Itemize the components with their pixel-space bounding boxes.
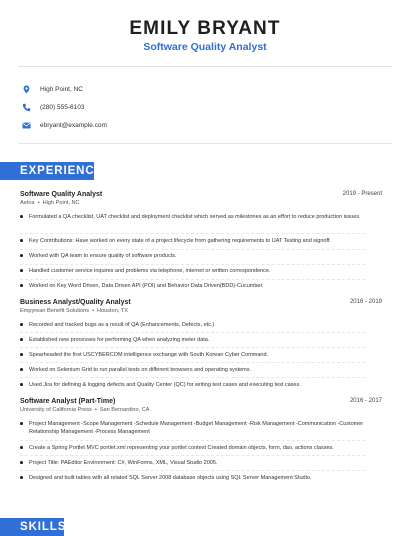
contact-email-text: ebryant@example.com (40, 121, 107, 129)
job-company: Aetna (20, 200, 35, 206)
job-bullet: Handled customer service inquires and problems via telephone, internet or written correspondence. (20, 267, 365, 275)
job-bullet: Recorded and tracked bugs as a result of QA (Enhancements, Defects, etc.) (20, 321, 365, 329)
job-title: Business Analyst/Quality Analyst (20, 298, 131, 306)
phone-icon (22, 103, 31, 112)
divider (20, 347, 365, 348)
section-heading-experience: EXPERIENCE (0, 162, 94, 180)
divider (20, 332, 365, 333)
job-header (20, 297, 382, 307)
candidate-title: Software Quality Analyst (143, 41, 267, 53)
job-organization: University of California Press • San Bernardino, CA (20, 407, 150, 413)
job-dates: 2016 - 2019 (349, 299, 382, 305)
email-icon (22, 121, 31, 130)
job-bullet: Worked with QA team to ensure quality of software products. (20, 252, 365, 260)
divider (18, 143, 392, 144)
job-bullet: Established new processes for performing QA when analyzing meter data. (20, 336, 365, 344)
contact-email (22, 119, 107, 131)
job-bullet: Designed and built tables with all related SQL Server 2008 database objects using SQL Server Management Studio. (20, 474, 365, 482)
job-organization: Aetna • High Point, NC (20, 200, 80, 206)
candidate-name: EMILY BRYANT (129, 18, 281, 39)
job-location: San Bernardino, CA (99, 407, 150, 413)
contact-phone-text: (280) 555-6103 (40, 103, 85, 111)
job-bullet: Used Jira for defining & logging defects and Quality Center (QC) for writing test cases and executing test cases. (20, 381, 365, 389)
job-company: Empyrean Benefit Solutions (20, 308, 90, 314)
divider (20, 279, 365, 280)
divider (20, 377, 365, 378)
job-header (20, 189, 382, 199)
divider (18, 66, 392, 67)
job-dates: 2016 - 2017 (349, 398, 382, 404)
section-heading-skills: SKILLS (0, 518, 64, 536)
job-bullet: Create a Spring Portlet MVC portlet.xml representing your portlet context Created domain objects, form, dao, actions classes. (20, 444, 365, 452)
job-bullet: Formulated a QA checklist, UAT checklist and deployment checklist which served as milestones as an effort to reduce production issues. (20, 213, 365, 221)
divider (20, 455, 365, 456)
job-bullet: Project Title: PAEditor Environment: C#, WinForms, XML, Visual Studio 2005. (20, 459, 365, 467)
job-organization: Empyrean Benefit Solutions • Houston, TX (20, 308, 128, 314)
job-bullet: Worked on Selenium Grid to run parallel tests on different browsers and operating systems. (20, 366, 365, 374)
job-title: Software Quality Analyst (20, 190, 103, 198)
job-bullet: Spearheaded the first USCYBERCOM intelligence exchange with South Korean Cyber Command. (20, 351, 365, 359)
divider (20, 233, 365, 234)
contact-location (22, 83, 83, 95)
divider (20, 264, 365, 265)
job-bullet: Key Contributions: Have worked on every state of a project lifecycle from gathering requirements to UAT Testing and signoff. (20, 237, 365, 245)
job-dates: 2019 - Present (342, 191, 382, 197)
job-bullet: Project Management -Scope Management -Schedule Management -Budget Management -Risk Management -Communication -Customer Relationship Management -Process Management (20, 420, 365, 436)
divider (20, 362, 365, 363)
job-location: Houston, TX (97, 308, 128, 314)
job-header (20, 396, 382, 406)
job-title: Software Analyst (Part-Time) (20, 397, 116, 405)
location-pin-icon (22, 85, 31, 94)
divider (20, 249, 365, 250)
divider (20, 470, 365, 471)
contact-location-text: High Point, NC (40, 85, 83, 93)
job-company: University of California Press (20, 407, 92, 413)
divider (20, 440, 365, 441)
job-bullet: Worked on Key Word Driven, Data Driven API (POI) and Behavior Data Driven(BDD)-Cucumber. (20, 282, 365, 290)
contact-phone (22, 101, 84, 113)
job-location: High Point, NC (42, 200, 80, 206)
